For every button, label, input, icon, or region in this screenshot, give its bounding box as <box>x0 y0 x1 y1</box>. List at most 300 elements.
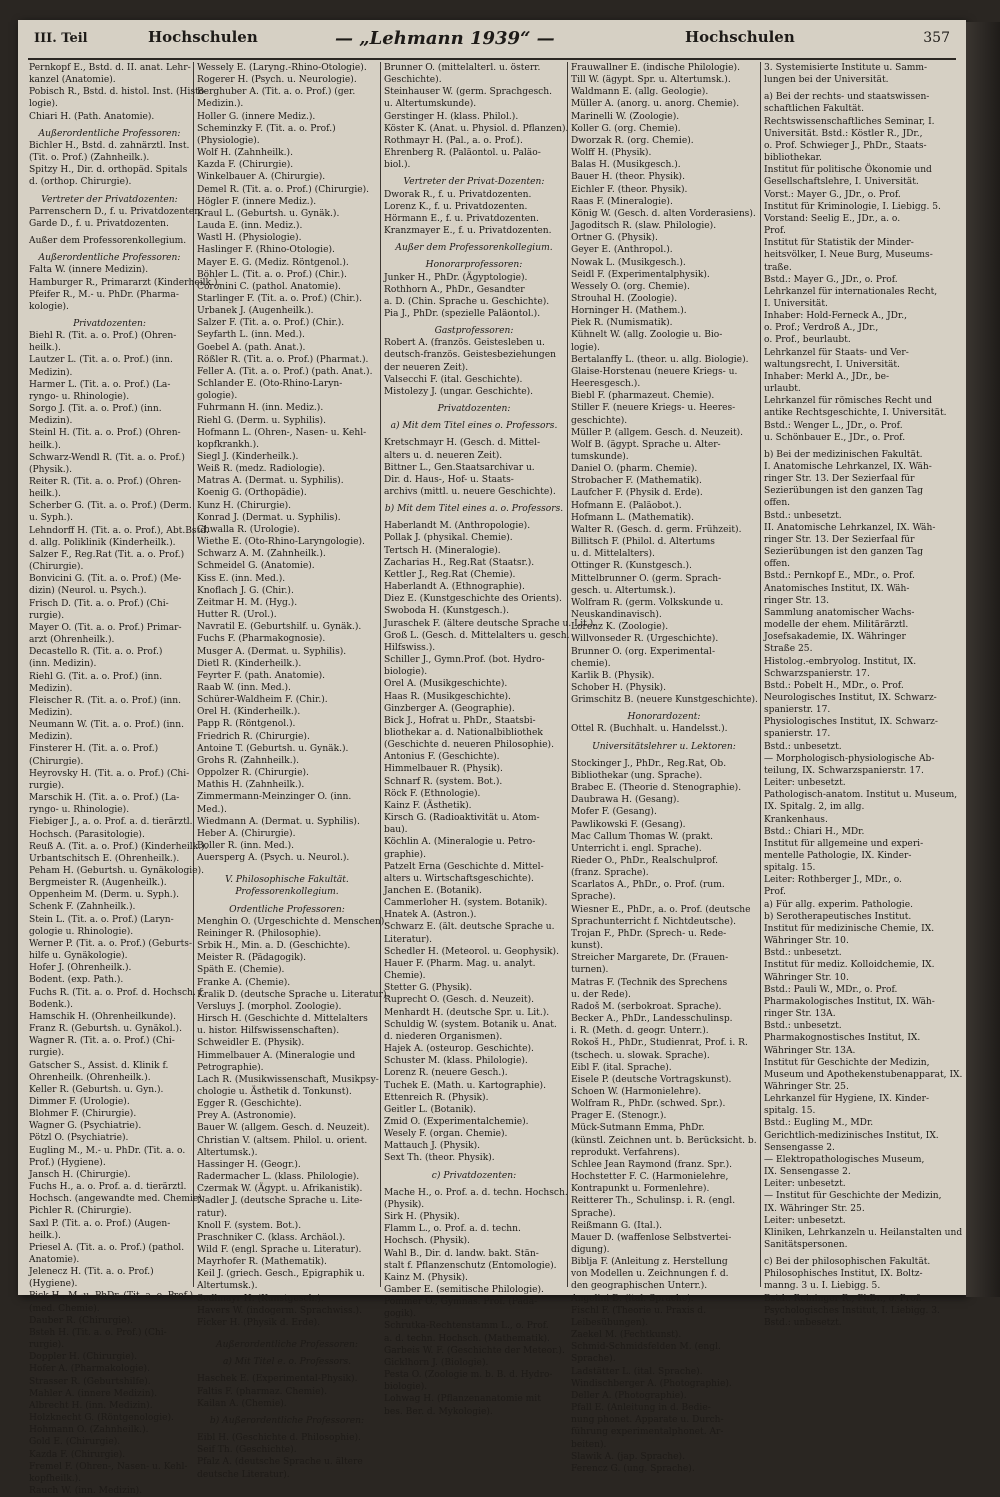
entry-line: Währinger Str. 10. <box>764 972 849 983</box>
entry-line: Bichler H., Bstd. d. zahnärztl. Inst. <box>29 140 190 151</box>
entry-line: Pawlikowski F. (Gesang). <box>571 819 686 830</box>
entry-line: Späth E. (Chemie). <box>197 965 285 976</box>
entry-line: manng. 3 u. I. Liebigg. 5. <box>764 1281 881 1292</box>
entry-line: heilk.). <box>29 440 61 451</box>
section-heading: Vertreter der Privat-Dozenten: <box>403 177 545 188</box>
entry-line: (Tit. o. Prof.) (Zahnheilk.). <box>29 153 150 164</box>
entry-line: b) Serotherapeutisches Institut. <box>764 911 912 922</box>
entry-line: schaftlichen Fakultät. <box>764 104 864 115</box>
entry-line: Hofer A. (Pharmakologie). <box>29 1364 150 1375</box>
column-4 <box>568 62 761 1474</box>
entry-line: Himmelbauer R. (Physik). <box>384 764 503 775</box>
entry-line: Geitler L. (Botanik). <box>384 1104 477 1115</box>
entry-line: Feyrter F. (path. Anatomie). <box>197 670 326 681</box>
entry-line: offen. <box>764 498 791 509</box>
entry-line: Stockinger J., PhDr., Reg.Rat, Ob. <box>571 758 727 769</box>
entry-line: Ottinger R. (Kunstgesch.). <box>571 561 692 572</box>
entry-line: Groß L. (Gesch. d. Mittelalters u. gesch. <box>384 630 570 641</box>
entry-line: Boller R. (inn. Med.). <box>197 841 295 851</box>
entry-line: Müller A. (anorg. u. anorg. Chemie). <box>571 99 740 110</box>
entry-line: Garde D., f. u. Privatdozenten. <box>29 218 169 229</box>
entry-line: heilk.). <box>29 343 61 354</box>
entry-line: Rieder O., PhDr., Realschulprof. <box>571 856 718 866</box>
entry-line: Lautzer L. (Tit. a. o. Prof.) (inn. <box>29 355 173 366</box>
entry-line: Brabec E. (Theorie d. Stenographie). <box>571 783 742 794</box>
entry-line: Rechtswissenschaftliches Seminar, I. <box>764 116 935 127</box>
entry-line: heilk.). <box>29 489 61 500</box>
entry-line: Hamburger R., Primararzt (Kinderheilk.). <box>29 277 221 288</box>
entry-line: Navratil E. (Geburtshilf. u. Gynäk.). <box>197 622 362 633</box>
entry-line: Harmer L. (Tit. a. o. Prof.) (La- <box>29 379 171 390</box>
entry-line: Pommer O., Gymnas. Prof. (Päda- <box>384 1297 538 1308</box>
entry-line: Lehndorff H. (Tit. a. o. Prof.), Abt.Bstd. <box>29 525 209 536</box>
entry-line: Waldmann E. (allg. Geologie). <box>571 87 709 98</box>
entry-line: Prof. <box>764 887 786 898</box>
entry-line: graphie). <box>384 849 426 860</box>
entry-line: digung). <box>571 1245 610 1255</box>
entry-line: Koller G. (org. Chemie). <box>571 123 681 134</box>
entry-line: Antonius F. (Geschichte). <box>384 752 500 763</box>
book-title: — „Lehmann 1939“ — <box>335 28 555 49</box>
entry-line: Keller R. (Geburtsh. u. Gyn.). <box>29 1084 164 1095</box>
entry-line: hilfe u. Gynäkologie). <box>29 951 128 962</box>
entry-line: (Chirurgie). <box>29 562 84 573</box>
entry-line: Hohmann O. (Zahnheilk.). <box>29 1425 149 1436</box>
entry-line: Biehl R. (Tit. a. o. Prof.) (Ohren- <box>29 331 177 342</box>
entry-line: Hofmann E. (Paläobot.). <box>571 500 682 511</box>
entry-line: Orel A. (Musikgeschichte). <box>384 679 508 690</box>
entry-line: Reitterer Th., Schulinsp. i. R. (engl. <box>571 1196 736 1207</box>
entry-line: — Morphologisch-physiologische Ab- <box>764 753 935 764</box>
entry-line: Hajek A. (osteurop. Geschichte). <box>384 1044 534 1055</box>
section-heading: Professorenkollegium. <box>235 887 339 898</box>
entry-line: Unterricht i. engl. Sprache). <box>571 843 702 854</box>
running-header <box>30 28 956 54</box>
entry-line: Rothmayr H. (Pal., a. o. Prof.). <box>384 135 523 146</box>
entry-line: bliothekar a. d. Nationalbibliothek <box>384 727 543 738</box>
entry-line: Gicklhorn J. (Biologie). <box>384 1357 489 1368</box>
entry-line: Schober H. (Physik). <box>571 682 666 693</box>
entry-line: Leiter: unbesetzt. <box>764 1179 846 1190</box>
entry-line: Josefsakademie, IX. Währinger <box>764 632 906 643</box>
entry-line: Institut für Kriminologie, I. Liebigg. 5. <box>764 201 941 212</box>
entry-line: (Physik). <box>384 1199 425 1210</box>
entry-line: Neumann W. (Tit. a. o. Prof.) (inn. <box>29 720 185 731</box>
entry-line: (franz. Sprache). <box>571 868 649 879</box>
entry-line: Wolf H. (Zahnheilk.). <box>197 148 293 159</box>
entry-line: Inhaber: Hold-Ferneck A., JDr., <box>764 311 908 322</box>
entry-line: Sirk H. (Physik). <box>384 1212 460 1223</box>
entry-line: Chemie). <box>384 971 426 982</box>
entry-line: tumskunde). <box>571 452 629 462</box>
entry-line: ringer Str. 13. Der Sezierfaal für <box>764 534 915 545</box>
entry-line: Bstd.: Mayer G., JDr., o. Prof. <box>764 274 898 285</box>
entry-line: Frauwallner E. (indische Philologie). <box>571 63 740 73</box>
entry-line: Hamschik H. (Ohrenheilkunde). <box>29 1011 176 1022</box>
entry-line: alters u. Wirtschaftsgeschichte). <box>384 873 534 884</box>
entry-line: Hochsch. (Parasitologie). <box>29 829 145 840</box>
entry-line: Wessely E. (Laryng.-Rhino-Otologie). <box>197 63 367 73</box>
entry-line: reprodukt. Verfahrens). <box>571 1147 680 1158</box>
entry-line: kologie). <box>29 301 69 312</box>
section-title-right: Hochschulen <box>685 28 795 46</box>
entry-line: Knoflach J. G. (Chir.). <box>197 585 294 596</box>
entry-line: Biblja F. (Anleitung z. Herstellung <box>571 1257 728 1268</box>
entry-line: Mathis H. (Zahnheilk.). <box>197 780 305 791</box>
entry-line: biol.). <box>384 160 411 171</box>
entry-line: Hofmann L. (Mathematik). <box>571 512 694 523</box>
entry-line: Sensengasse 2. <box>764 1142 835 1153</box>
entry-line: Böhler L. (Tit. a. o. Prof.) (Chir.). <box>197 269 347 280</box>
entry-line: Mahler A. (innere Medizin). <box>29 1388 158 1399</box>
entry-line: Daubrawa H. (Gesang). <box>571 795 680 806</box>
entry-line: Ferencz G. (ung. Sprache). <box>571 1463 695 1474</box>
entry-line: Sprache). <box>571 1208 616 1219</box>
entry-line: den geographischen Unterr.). <box>571 1281 708 1292</box>
entry-line: Franke A. (Chemie). <box>197 977 291 988</box>
entry-line: offen. <box>764 559 791 570</box>
entry-line: Goebel A. (path. Anat.). <box>197 342 306 353</box>
entry-line: Altertumsk.). <box>197 1147 258 1158</box>
entry-line: Mayer E. G. (Mediz. Röntgenol.). <box>197 257 349 268</box>
entry-line: Leiter: unbesetzt. <box>764 1215 846 1226</box>
entry-line: Hirsch H. (Geschichte d. Mittelalters <box>197 1014 368 1025</box>
section-heading: Außerordentliche Professoren: <box>38 128 181 139</box>
entry-line: I. Universität. <box>764 298 828 309</box>
entry-line: u. Schönbauer E., JDr., o. Prof. <box>764 432 906 443</box>
entry-line: Keil J. (griech. Gesch., Epigraphik u. <box>197 1269 365 1280</box>
entry-line: Raas F. (Mineralogie). <box>571 196 673 207</box>
entry-line: Kralik D. (deutsche Sprache u. Literatur). <box>197 989 390 1000</box>
entry-line: Högler F. (innere Mediz.). <box>197 196 317 207</box>
entry-line: Institut für Statistik der Minder- <box>764 238 914 249</box>
entry-line: Bstd.: unbesetzt. <box>764 1317 842 1328</box>
entry-line: a. d. techn. Hochsch. (Mathematik). <box>384 1333 550 1344</box>
entry-line: Fremel F. (Ohren-, Nasen- u. Kehl- <box>29 1461 188 1472</box>
entry-line: biologie). <box>384 667 428 678</box>
entry-line: Stein L. (Tit. a. o. Prof.) (Laryn- <box>29 914 174 925</box>
entry-line: Prof. <box>764 226 786 237</box>
entry-line: Czermak W. (Ägypt. u. Afrikanistik). <box>197 1184 363 1195</box>
entry-line: Brunner O. (mittelalterl. u. österr. <box>384 63 541 73</box>
entry-line: Institut für politische Ökonomie und <box>764 165 932 176</box>
entry-line: Institut für mediz. Kolloidchemie, IX. <box>764 960 935 971</box>
entry-line: Knoll F. (system. Bot.). <box>197 1220 302 1231</box>
entry-line: Mattauch J. (Physik). <box>384 1141 481 1152</box>
entry-line: Eibl F. (ital. Sprache). <box>571 1062 672 1073</box>
entry-line: Windischberger A. (Photographie). <box>571 1378 732 1389</box>
entry-line: 3. Systemisierte Institute u. Samm- <box>764 63 928 73</box>
entry-line: Prager E. (Stenogr.). <box>571 1111 667 1122</box>
entry-line: Zaekel M. (Fechtkunst). <box>571 1330 682 1341</box>
entry-line: Hochsch. (Physik). <box>384 1236 470 1247</box>
entry-line: Janchen E. (Botanik). <box>384 886 482 896</box>
entry-line: Schnarf R. (system. Bot.). <box>384 776 503 787</box>
entry-line: Neurologisches Institut, IX. Schwarz- <box>764 692 937 703</box>
entry-line: Till W. (ägypt. Spr. u. Altertumsk.). <box>571 75 731 86</box>
entry-line: Schmeidel G. (Anatomie). <box>197 561 315 572</box>
section-heading: a) Mit Titel e. o. Professors. <box>222 1357 352 1368</box>
entry-line: Medizin.). <box>197 99 244 110</box>
entry-line: Hauer F. (Pharm. Mag. u. analyt. <box>384 958 536 969</box>
entry-line: Kontrapunkt u. Formenlehre). <box>571 1184 710 1195</box>
entry-line: waltungsrecht, I. Universität. <box>764 359 900 370</box>
entry-line: II. Anatomische Lehrkanzel, IX. Wäh- <box>764 522 936 533</box>
entry-line: Kainz F. (Ästhetik). <box>384 800 472 811</box>
entry-line: Patzelt Erna (Geschichte d. Mittel- <box>384 861 544 872</box>
entry-line: d. (orthop. Chirurgie). <box>29 177 132 188</box>
entry-line: kopfheilk.). <box>29 1473 82 1484</box>
entry-line: Ehrenberg R. (Paläontol. u. Paläo- <box>384 148 541 159</box>
entry-line: Weiß R. (medz. Radiologie). <box>197 464 326 475</box>
entry-line: Physiologisches Institut, IX. Schwarz- <box>764 717 938 728</box>
entry-line: Kühnelt W. (allg. Zoologie u. Bio- <box>571 330 723 341</box>
entry-line: Trojan F., PhDr. (Sprech- u. Rede- <box>571 928 727 939</box>
entry-line: logie). <box>571 342 600 353</box>
entry-line: Biebl F. (pharmazeut. Chemie). <box>571 391 715 402</box>
entry-line: Menhardt H. (deutsche Spr. u. Lit.). <box>384 1007 550 1018</box>
entry-line: Schrutka-Rechtenstamm L., o. Prof. <box>384 1321 549 1332</box>
entry-line: Fleischer R. (Tit. a. o. Prof.) (inn. <box>29 695 182 706</box>
entry-line: dizin) (Neurol. u. Psych.). <box>29 586 147 597</box>
entry-line: Pfalz A. (deutsche Sprache u. ältere <box>197 1457 363 1468</box>
header-rule <box>28 58 956 60</box>
section-title-left: Hochschulen <box>148 28 258 46</box>
entry-line: Kirsch G. (Radioaktivität u. Atom- <box>384 813 540 824</box>
entry-line: Bergmeister R. (Augenheilk.). <box>29 878 167 889</box>
entry-line: u. d. Mittelalters). <box>571 549 655 560</box>
entry-line: Lehrkanzel für internationales Recht, <box>764 286 938 297</box>
entry-line: Sorgo J. (Tit. a. o. Prof.) (inn. <box>29 404 162 415</box>
entry-line: Hörmann E., f. u. Privatdozenten. <box>384 213 539 224</box>
entry-line: (Physiologie). <box>197 135 260 146</box>
entry-line: Bsteh H. (Tit. a. o. Prof.) (Chi- <box>29 1327 167 1338</box>
section-heading: Honorarprofessoren: <box>425 260 523 271</box>
entry-line: Mück-Sutmann Emma, PhDr. <box>571 1123 705 1134</box>
entry-line: Hofer J. (Ohrenheilk.). <box>29 963 132 974</box>
entry-line: Scherber G. (Tit. a. o. Prof.) (Derm. <box>29 501 192 512</box>
entry-line: Wolff H. (Physik). <box>571 148 652 159</box>
entry-line: Seif Th. (Geschichte). <box>197 1445 297 1456</box>
entry-line: beiten). <box>571 1439 607 1450</box>
entry-line: biologie). <box>384 1382 428 1393</box>
entry-line: bibliothekar. <box>764 153 822 164</box>
entry-line: Holzknecht G. (Röntgenologie). <box>29 1413 174 1424</box>
entry-line: Dietl R. (Kinderheilk.). <box>197 658 302 669</box>
entry-line: Frisch D. (Tit. a. o. Prof.) (Chi- <box>29 598 169 609</box>
section-heading: V. Philosophische Fakultät. <box>225 875 349 886</box>
entry-line: Hochsch. (angewandte med. Chemie). <box>29 1194 205 1205</box>
entry-line: Lohwag H. (Pflanzenanatomie mit <box>384 1394 541 1405</box>
entry-line: Wessely O. (org. Chemie). <box>571 281 690 292</box>
entry-line: ryngo- u. Rhinologie). <box>29 805 130 816</box>
entry-line: chologie u. Ästhetik d. Tonkunst). <box>197 1086 352 1097</box>
entry-line: Gesellschaftslehre, I. Universität. <box>764 177 919 188</box>
entry-line: König W. (Gesch. d. alten Vorderasiens). <box>571 208 756 219</box>
entry-line: Wiethe E. (Oto-Rhino-Laryngologie). <box>197 537 365 548</box>
entry-line: Fuchs F. (Pharmakognosie). <box>197 634 326 645</box>
entry-line: (med. Chemie). <box>29 1303 100 1314</box>
entry-line: Havers W. (indogerm. Sprachwiss.). <box>197 1305 363 1316</box>
entry-line: Peham H. (Geburtsh. u. Gynäkologie). <box>29 866 205 876</box>
entry-line: stalt f. Pflanzenschutz (Entomologie). <box>384 1260 557 1271</box>
entry-line: Wolfram R. (germ. Volkskunde u. <box>571 597 724 608</box>
entry-line: Zimmermann-Meinzinger O. (inn. <box>197 792 352 803</box>
entry-line: Balas H. (Musikgesch.). <box>571 160 681 171</box>
entry-line: deutsche Literatur). <box>197 1469 290 1480</box>
entry-line: Neuskandinavisch). <box>571 610 662 621</box>
entry-line: Bstd.: Chiari H., MDr. <box>764 826 865 837</box>
entry-line: Heber A. (Chirurgie). <box>197 828 296 839</box>
entry-line: Gold E. (Chirurgie). <box>29 1437 121 1448</box>
entry-line: Wagner G. (Psychiatrie). <box>29 1121 142 1132</box>
entry-line: Wiedmann A. (Dermat. u. Syphilis). <box>197 816 360 827</box>
entry-line: deutsch-französ. Geistesbeziehungen <box>384 350 556 361</box>
entry-line: — Institut für Geschichte der Medizin, <box>764 1191 942 1202</box>
entry-line: Deller A. (Photographie). <box>571 1390 687 1401</box>
entry-line: Kretschmayr H. (Gesch. d. Mittel- <box>384 438 541 449</box>
entry-line: bau). <box>384 825 408 836</box>
entry-line: Histolog.-embryolog. Institut, IX. <box>764 656 917 667</box>
entry-line: Schwarz A. M. (Zahnheilk.). <box>197 549 326 560</box>
entry-line: Schoen W. (Harmonielehre). <box>571 1086 702 1097</box>
entry-line: ringer Str. 13. <box>764 595 830 606</box>
entry-line: Bittner L., Gen.Staatsarchivar u. <box>384 462 535 473</box>
entry-line: Dimmer F. (Urologie). <box>29 1096 130 1107</box>
entry-line: Gamber E. (semitische Philologie). <box>384 1285 544 1295</box>
entry-line: u. histor. Hilfswissenschaften). <box>197 1026 340 1037</box>
entry-line: Hnatek A. (Astron.). <box>384 910 477 921</box>
entry-line: Gerstinger H. (klass. Philol.). <box>384 111 519 122</box>
entry-line: kanzel (Anatomie). <box>29 75 116 86</box>
entry-line: Demel R. (Tit. a. o. Prof.) (Chirurgie). <box>197 184 370 195</box>
entry-line: Himmelbauer A. (Mineralogie und <box>197 1050 356 1061</box>
entry-line: Geyer E. (Anthropol.). <box>571 245 673 256</box>
entry-line: Laufcher F. (Physik d. Erde). <box>571 488 703 499</box>
entry-line: Franz R. (Geburtsh. u. Gynäkol.). <box>29 1024 182 1035</box>
entry-line: u. Altertumskunde). <box>384 99 477 110</box>
entry-line: bes. Ber. d. Mykologie). <box>384 1406 493 1417</box>
entry-line: archivs (mittl. u. neuere Geschichte). <box>384 487 556 497</box>
entry-line: Rokoš H., PhDr., Studienrat, Prof. i. R. <box>571 1038 748 1049</box>
entry-line: d. niederen Organismen). <box>384 1031 503 1042</box>
entry-line: Schweidler E. (Physik). <box>197 1038 305 1049</box>
entry-line: Riehl G. (Tit. a. o. Prof.) (inn. <box>29 671 163 682</box>
entry-line: Kettler J., Reg.Rat (Chemie). <box>384 569 516 580</box>
section-heading: Gastprofessoren: <box>434 326 514 337</box>
text-columns <box>26 62 963 1496</box>
entry-line: (tschech. u. slowak. Sprache). <box>571 1050 710 1061</box>
entry-line: b) Bei der medizinischen Fakultät. <box>764 449 923 460</box>
entry-line: Vorst.: Mayer G., JDr., o. Prof. <box>764 189 901 200</box>
entry-line: Seidl F. (Experimentalphysik). <box>571 269 710 280</box>
entry-line: Fuchs H., a. o. Prof. a. d. tierärztl. <box>29 1182 187 1193</box>
entry-line: Bauer W. (allgem. Gesch. d. Neuzeit). <box>197 1123 370 1134</box>
entry-line: Lorenz K. (Zoologie). <box>571 622 669 633</box>
section-heading: b) Mit dem Titel eines a. o. Professors. <box>384 504 564 515</box>
entry-line: Bonvicini G. (Tit. a. o. Prof.) (Me- <box>29 574 182 585</box>
entry-line: Medizin). <box>29 416 73 427</box>
entry-line: Kazda F. (Chirurgie). <box>197 160 294 171</box>
entry-line: spitalg. 15. <box>764 863 816 874</box>
entry-line: Daniel O. (pharm. Chemie). <box>571 464 698 475</box>
entry-line: o. Prof. Schwieger J., PhDr., Staats- <box>764 140 927 151</box>
entry-line: Pick H., M.-u. PhDr. (Tit. a. o. Prof.) <box>29 1291 194 1302</box>
entry-line: geschichte). <box>571 415 628 426</box>
entry-line: Seyfarth L. (inn. Med.). <box>197 330 305 341</box>
entry-line: Lorenz K., f. u. Privatdozenten. <box>384 201 528 212</box>
entry-line: Steinl H. (Tit. a. o. Prof.) (Ohren- <box>29 428 181 439</box>
entry-line: Röck F. (Ethnologie). <box>384 788 481 799</box>
entry-line: Lorenz R. (neuere Gesch.). <box>384 1068 508 1079</box>
entry-line: Wolfram R., PhDr. (schwed. Spr.). <box>571 1099 726 1110</box>
entry-line: Prof.) (Hygiene). <box>29 1157 106 1168</box>
entry-line: Oppenheim M. (Derm. u. Syph.). <box>29 890 180 901</box>
entry-line: gologie u. Rhinologie). <box>29 926 134 937</box>
entry-line: Juraschek F. (ältere deutsche Sprache u. Lit.). <box>384 618 597 629</box>
entry-line: Urbanek J. (Augenheilk.). <box>197 306 314 317</box>
entry-line: spanierstr. 17. <box>764 729 831 740</box>
entry-line: Mache H., o. Prof. a. d. techn. Hochsch. <box>384 1187 568 1198</box>
entry-line: Wild F. (engl. Sprache u. Literatur). <box>197 1245 362 1255</box>
entry-line: Hilfswiss.). <box>384 642 436 653</box>
entry-line: Kiss E. (inn. Med.). <box>197 573 286 584</box>
entry-line: Feller A. (Tit. a. o. Prof.) (path. Anat.). <box>197 366 373 377</box>
entry-line: Sammlung anatomischer Wachs- <box>764 607 915 618</box>
entry-line: Riehl G. (Derm. u. Syphilis). <box>197 415 326 426</box>
entry-line: Bstd.: Reininger R., PhDr., o. Prof. <box>764 1293 922 1304</box>
entry-line: Ortner G. (Physik). <box>571 233 658 244</box>
entry-line: Lehrkanzel für Staats- und Ver- <box>764 347 909 358</box>
entry-line: u. der Rede). <box>571 989 631 1000</box>
entry-line: Mittelbrunner O. (germ. Sprach- <box>571 573 722 584</box>
entry-line: Albrecht H. (inn. Medizin). <box>29 1400 153 1411</box>
entry-line: Schürer-Waldheim F. (Chir.). <box>197 695 328 706</box>
entry-line: Haberlandt A. (Ethnographie). <box>384 582 525 593</box>
entry-line: Krankenhaus. <box>764 814 828 825</box>
section-heading: Privatdozenten: <box>73 318 146 329</box>
entry-line: Valsecchi F. (ital. Geschichte). <box>384 374 523 385</box>
entry-line: Berghuber A. (Tit. a. o. Prof.) (ger. <box>197 87 356 98</box>
entry-line: Bodent. (exp. Path.). <box>29 975 124 986</box>
entry-line: Holler G. (innere Mediz.). <box>197 111 316 122</box>
entry-line: Rogerer H. (Psych. u. Neurologie). <box>197 75 357 86</box>
entry-line: Jagoditsch R. (slaw. Philologie). <box>571 221 717 232</box>
entry-line: Sanitätspersonen. <box>764 1240 848 1250</box>
entry-line: Sprache). <box>571 1354 616 1365</box>
section-heading: Vertreter der Privatdozenten: <box>41 194 178 205</box>
entry-line: Steinhauser W. (germ. Sprachgesch. <box>384 87 552 98</box>
entry-line: Kailan A. (Chemie). <box>197 1398 287 1409</box>
entry-line: Schuldig W. (system. Botanik u. Anat. <box>384 1019 557 1030</box>
entry-line: heilk.). <box>29 1230 61 1241</box>
entry-line: Reininger R. (Philosophie). <box>197 928 322 939</box>
entry-line: kopfkrankh.). <box>197 439 260 450</box>
entry-line: Bick J., Hofrat u. PhDr., Staatsbi- <box>384 715 536 726</box>
entry-line: Heeresgesch.). <box>571 379 641 390</box>
entry-line: Ladstätter L. (ital. Sprache). <box>571 1366 703 1377</box>
entry-line: IX. Spitalg. 2, im allg. <box>764 802 865 813</box>
entry-line: Fiebiger J., a. o. Prof. a. d. tierärztl. <box>29 817 193 828</box>
entry-line: Nadler J. (deutsche Sprache u. Lite- <box>197 1196 363 1207</box>
entry-line: heitsvölker, I. Neue Burg, Museums- <box>764 250 933 261</box>
entry-line: Pharmakognostisches Institut, IX. <box>764 1033 921 1044</box>
entry-line: Sprachunterricht f. Nichtdeutsche). <box>571 916 737 927</box>
section-heading: b) Außerordentliche Professoren: <box>209 1415 365 1426</box>
entry-line: Haas R. (Musikgeschichte). <box>384 691 511 702</box>
entry-line: gologie). <box>197 391 238 402</box>
entry-line: Ficker H. (Physik d. Erde). <box>197 1317 321 1328</box>
